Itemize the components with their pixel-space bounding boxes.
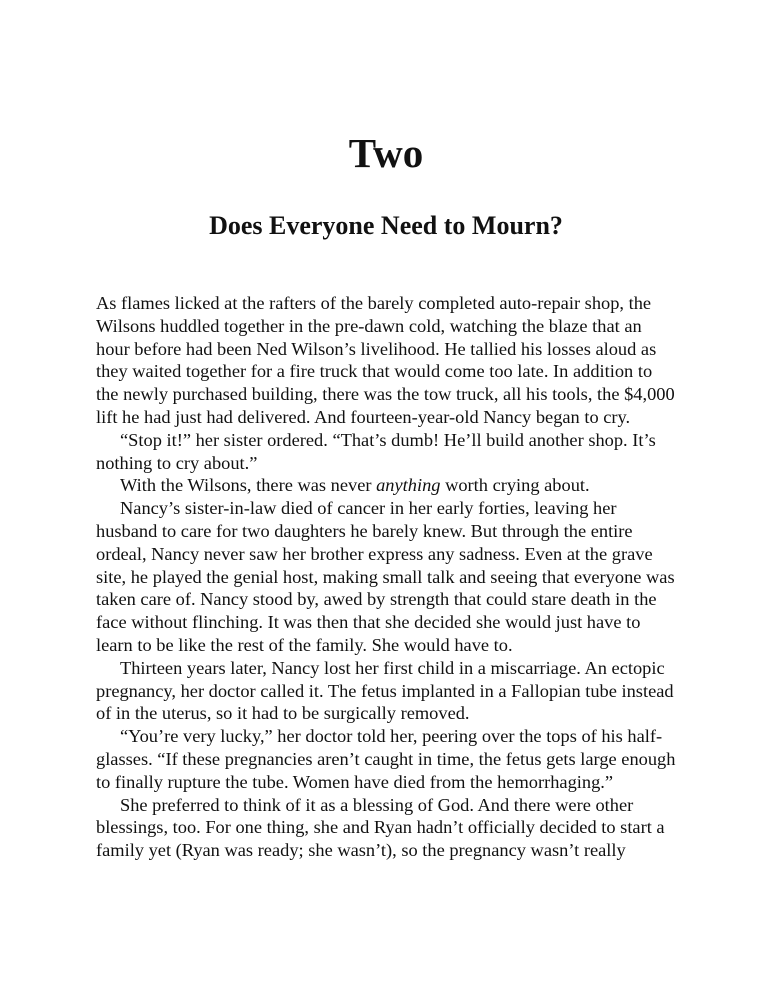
paragraph-4: Nancy’s sister-in-law died of cancer in her early forties, leaving her husband to care for two daughters he barely knew. But through the entire ordeal, Nancy never saw her brother express any sadness. Even at the grave site, he played the genial host, making small talk and seeing that everyone was taken care of. Nancy stood by, awed by strength that could stare death in the face without flinching. It was then that she decided she would just have to learn to be like the rest of the family. She would have to. — [96, 498, 675, 655]
paragraph-6: “You’re very lucky,” her doctor told her, peering over the tops of his half-glasses. “If these pregnancies aren’t caught in time, the fetus gets large enough to finally rupture the tube. Women have died from the hemorrhaging.” — [96, 726, 676, 792]
chapter-title: Does Everyone Need to Mourn? — [209, 211, 563, 240]
paragraph-2: “Stop it!” her sister ordered. “That’s dumb! He’ll build another shop. It’s nothing to cry about.” — [96, 429, 656, 473]
paragraph-3 — [96, 474, 676, 497]
chapter-body — [96, 292, 676, 862]
paragraph-3-after: worth crying about. — [440, 475, 590, 496]
paragraph-5: Thirteen years later, Nancy lost her first child in a miscarriage. An ectopic pregnancy, her doctor called it. The fetus implanted in a Fallopian tube instead of in the uterus, so it had to be surgically removed. — [96, 657, 674, 724]
paragraph-3-emphasis: anything — [376, 475, 441, 496]
paragraph-1: As flames licked at the rafters of the barely completed auto-repair shop, the Wilsons huddled together in the pre-dawn cold, watching the blaze that an hour before had been Ned Wilson’s livelihood. He tallied his losses aloud as they waited together for a fire truck that would come too late. In addition to the newly purchased building, there was the tow truck, all his tools, the $4,000 lift he had just had delivered. And fourteen-year-old Nancy began to cry. — [96, 293, 675, 427]
paragraph-3-before: With the Wilsons, there was never — [120, 475, 377, 496]
chapter-number: Two — [348, 130, 424, 176]
paragraph-7: She preferred to think of it as a blessing of God. And there were other blessings, too. For one thing, she and Ryan hadn’t officially decided to start a family yet (Ryan was ready; she wasn’t), so the pregnancy wasn’t really — [96, 794, 665, 861]
